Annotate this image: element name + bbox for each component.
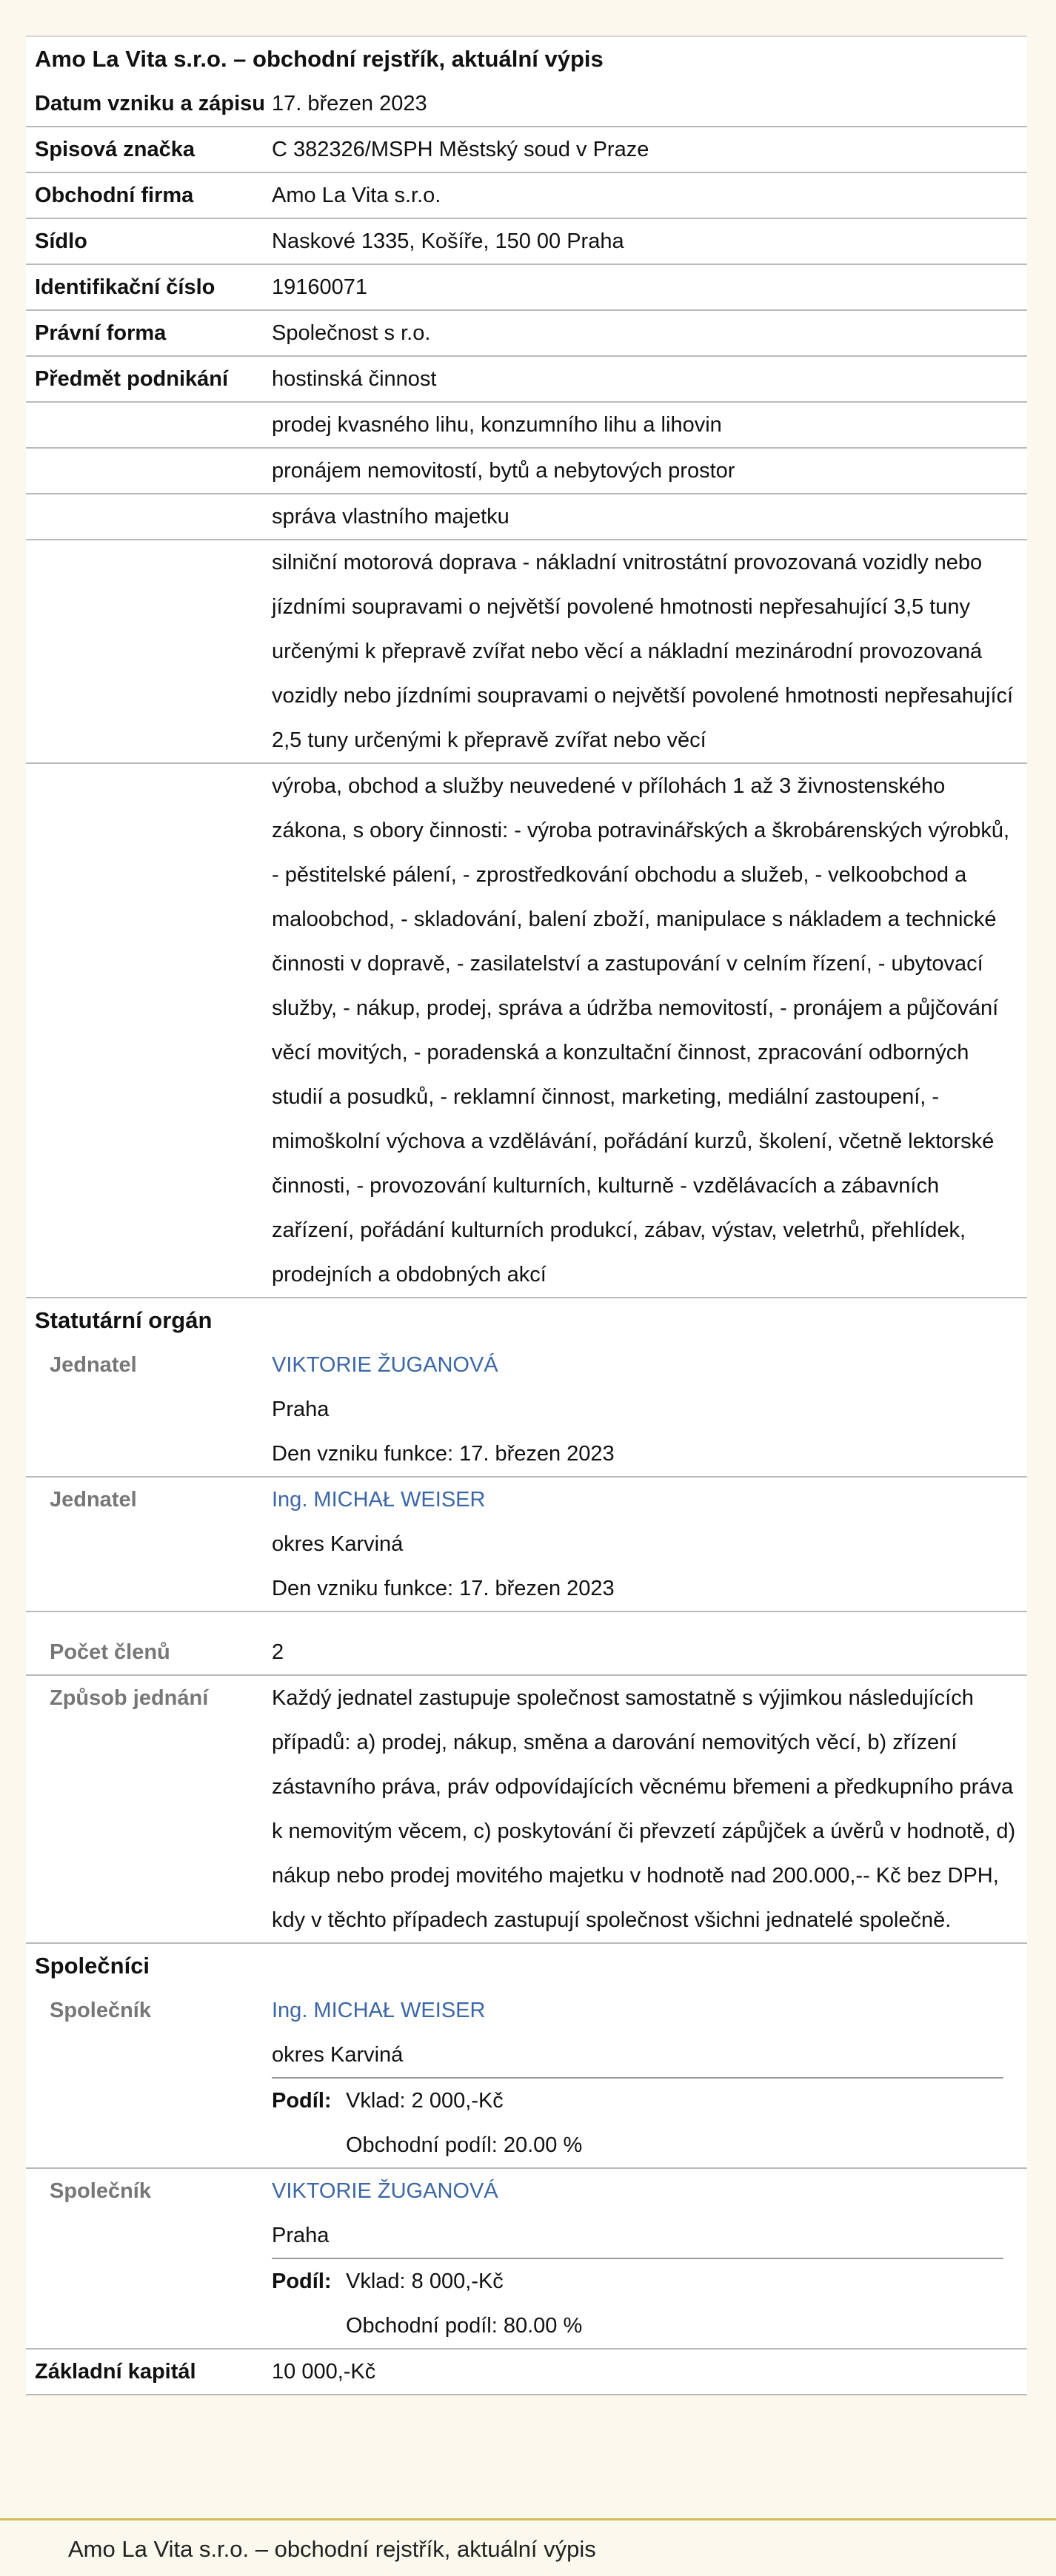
row-predmet-3 [26, 494, 1027, 540]
spis-label: Spisová značka [35, 138, 195, 161]
podil-label: Podíl: [272, 2270, 332, 2293]
kapital-value: 10 000,-Kč [272, 2360, 376, 2384]
predmet-item: silniční motorová doprava - nákladní vnitrostátní provozovaná vozidly nebo jízdními soupravami o největší povolené hmotnosti nepřesahující 3,5 tuny určenými k přepravě zvířat nebo věcí a nákladní mezinárodní provozovaná vozidly nebo jízdními soupravami o největší povolené hmotnosti nepřesahující 2,5 tuny určenými k přepravě zvířat nebo věcí [272, 551, 1014, 752]
spolecnik-name-link[interactable]: Ing. MICHAŁ WEISER [272, 1999, 486, 2022]
ico-value: 19160071 [272, 275, 368, 299]
row-sidlo [26, 219, 1027, 265]
podil-block [272, 2258, 1003, 2348]
page-title: Amo La Vita s.r.o. – obchodní rejstřík, aktuální výpis [35, 46, 604, 72]
predmet-item: správa vlastního majetku [272, 505, 509, 529]
row-pocet-clenu [26, 1630, 1027, 1676]
spolecnik-label: Společník [50, 2179, 151, 2203]
row-predmet-1 [26, 403, 1027, 449]
spolecnik-1 [26, 1988, 1027, 2169]
jednatel-name-link[interactable]: VIKTORIE ŽUGANOVÁ [272, 1353, 498, 1377]
jednatel-place: Praha [272, 1398, 330, 1421]
page-footer [0, 2518, 1056, 2576]
predmet-item: výroba, obchod a služby neuvedené v přílohách 1 až 3 živnostenského zákona, s obory činnosti: - výroba potravinářských a škrobárenských výrobků, - pěstitelské pálení, - zprostředkování obchodu a služeb, - velkoobchod a maloobchod, - skladování, balení zboží, manipulace s nákladem a technické činnosti v dopravě, - zasilatelství a zastupování v celním řízení, - ubytovací služby, - nákup, prodej, správa a údržba nemovitostí, - pronájem a půjčování věcí movitých, - poradenská a konzultační činnost, zpracování odborných studií a posudků, - reklamní činnost, marketing, mediální zastoupení, - mimoškolní výchova a vzdělávání, pořádání kurzů, školení, včetně lektorské činnosti, - provozování kulturních, kulturně - vzdělávacích a zábavních zařízení, pořádání kulturních produkcí, zábav, výstav, veletrhů, přehlídek, prodejních a obdobných akcí [272, 774, 1010, 1287]
jednatel-since: Den vzniku funkce: 17. březen 2023 [272, 1442, 615, 1466]
zpusob-value: Každý jednatel zastupuje společnost samostatně s výjimkou následujících případů: a) prodej, nákup, směna a darování nemovitých věcí, b) zřízení zástavního práva, práv odpovídajících věcnému břemeni a předkupního práva k nemovitým věcem, c) poskytování či převzetí zápůjček a úvěrů v hodnotě, d) nákup nebo prodej movitého majetku v hodnotě nad 200.000,-- Kč bez DPH, kdy v těchto případech zastupují společnost všichni jednatelé společně. [272, 1686, 1016, 1932]
jednatel-since: Den vzniku funkce: 17. březen 2023 [272, 1577, 615, 1600]
row-predmet-5 [26, 764, 1027, 1298]
spolecnik-2 [26, 2169, 1027, 2349]
jednatel-place: okres Karviná [272, 1532, 404, 1556]
zpusob-label: Způsob jednání [50, 1686, 209, 1710]
row-predmet-0 [26, 357, 1027, 403]
jednatel-2 [26, 1477, 1027, 1612]
jednatel-name-link[interactable]: Ing. MICHAŁ WEISER [272, 1488, 486, 1512]
pocet-label: Počet členů [50, 1640, 170, 1664]
vklad-value: Vklad: 2 000,-Kč [346, 2089, 504, 2113]
predmet-item: hostinská činnost [272, 367, 437, 391]
row-forma [26, 311, 1027, 357]
predmet-item: pronájem nemovitostí, bytů a nebytových prostor [272, 459, 735, 483]
row-predmet-4 [26, 540, 1027, 764]
row-spis [26, 127, 1027, 173]
pocet-value: 2 [272, 1640, 284, 1664]
statutarni-heading: Statutární orgán [35, 1307, 213, 1333]
forma-label: Právní forma [35, 321, 167, 345]
jednatel-1 [26, 1343, 1027, 1477]
predmet-item: prodej kvasného lihu, konzumního lihu a lihovin [272, 413, 722, 437]
datum-value: 17. březen 2023 [272, 92, 427, 115]
row-firma [26, 173, 1027, 219]
row-zakladni-kapital [26, 2349, 1027, 2395]
ico-label: Identifikační číslo [35, 275, 215, 299]
podil-block [272, 2077, 1003, 2167]
row-zpusob-jednani [26, 1676, 1027, 1944]
podil-value: Obchodní podíl: 80.00 % [346, 2314, 583, 2338]
jednatel-label: Jednatel [50, 1353, 137, 1377]
footer-title: Amo La Vita s.r.o. – obchodní rejstřík, aktuální výpis [68, 2536, 596, 2562]
predmet-label: Předmět podnikání [35, 367, 229, 391]
row-predmet-2 [26, 449, 1027, 494]
datum-label: Datum vzniku a zápisu [35, 92, 266, 115]
spolecnik-place: Praha [272, 2224, 330, 2247]
firma-label: Obchodní firma [35, 184, 194, 207]
row-ico [26, 265, 1027, 311]
register-extract [26, 36, 1027, 2395]
sidlo-value: Naskové 1335, Košíře, 150 00 Praha [272, 229, 624, 253]
forma-value: Společnost s r.o. [272, 321, 431, 345]
kapital-label: Základní kapitál [35, 2360, 196, 2384]
vklad-value: Vklad: 8 000,-Kč [346, 2270, 504, 2293]
spolecnik-label: Společník [50, 1999, 151, 2022]
firma-value: Amo La Vita s.r.o. [272, 184, 441, 207]
spolecnik-place: okres Karviná [272, 2043, 404, 2067]
sidlo-label: Sídlo [35, 229, 87, 253]
podil-value: Obchodní podíl: 20.00 % [346, 2133, 583, 2157]
spis-value: C 382326/MSPH Městský soud v Praze [272, 138, 649, 161]
jednatel-label: Jednatel [50, 1488, 137, 1512]
spolecnik-name-link[interactable]: VIKTORIE ŽUGANOVÁ [272, 2179, 498, 2203]
row-datum [26, 81, 1027, 127]
podil-label: Podíl: [272, 2089, 332, 2113]
spolecnici-heading: Společníci [35, 1953, 150, 1979]
